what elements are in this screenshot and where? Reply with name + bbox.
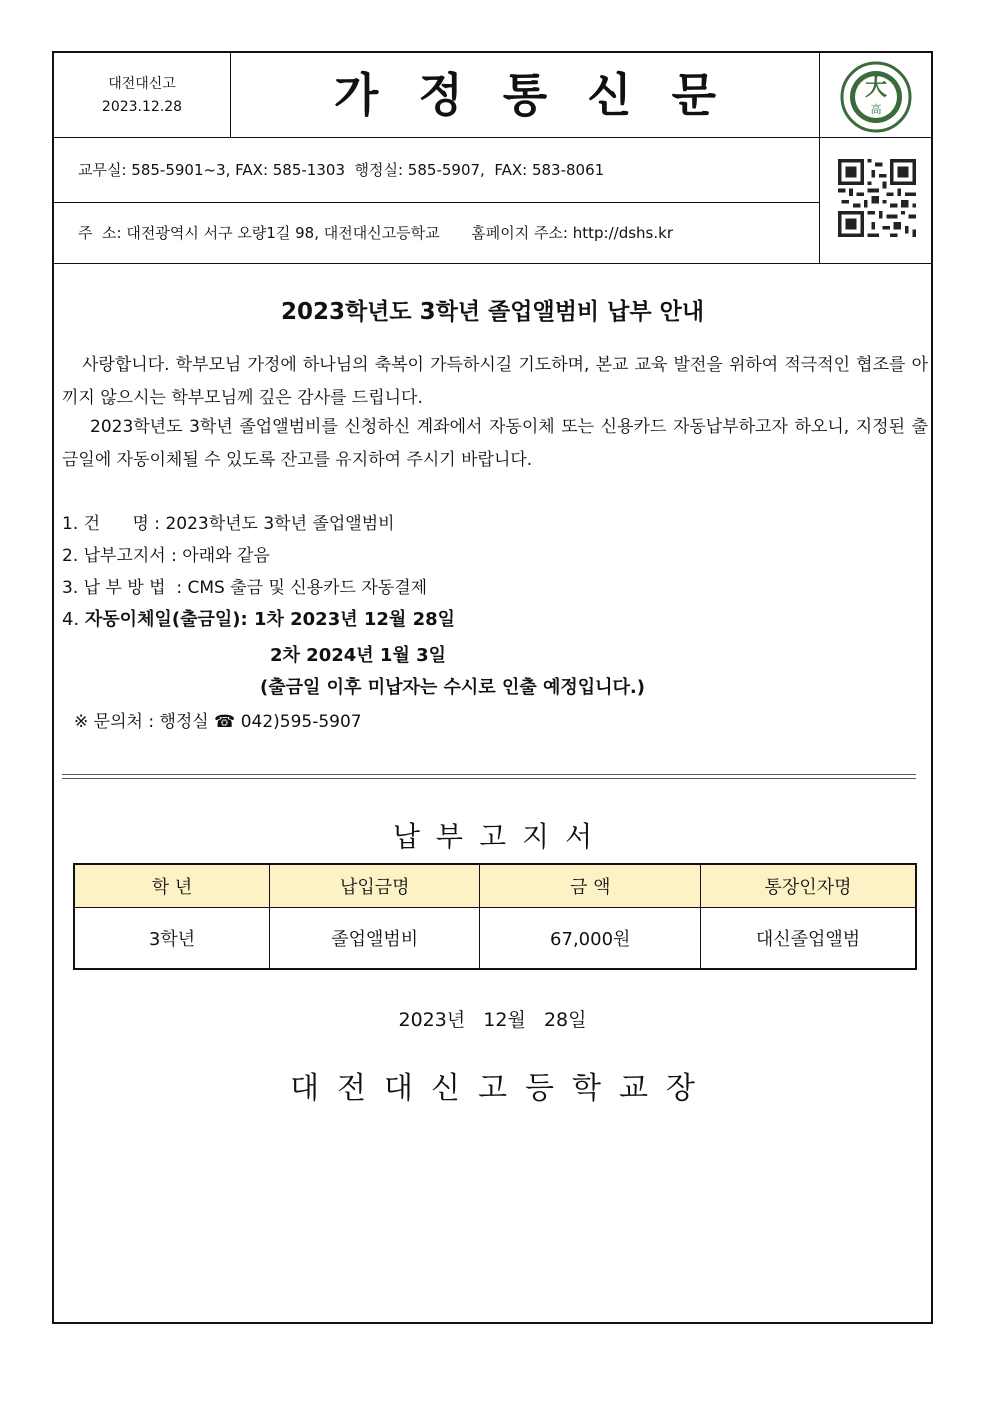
column-header: 학 년 — [74, 864, 270, 908]
auto-debit-second-row — [270, 641, 446, 667]
greeting-paragraph: 사랑합니다. 학부모님 가정에 하나님의 축복이 가득하시길 기도하며, 본교 교육 발전을 위하여 적극적인 협조를 아끼지 않으시는 학부모님께 깊은 감사를 드립니다. — [62, 355, 928, 408]
table-header-row — [74, 864, 916, 908]
address-row — [54, 204, 819, 263]
logo-char: 大 — [864, 76, 888, 101]
auto-debit-first: 1차 2023년 12월 28일 — [253, 609, 456, 630]
payment-table — [73, 863, 917, 970]
school-logo-icon — [840, 61, 912, 133]
item-number: 4. — [62, 609, 85, 630]
address-value: 대전광역시 서구 오량1길 98, 대전대신고등학교 — [126, 224, 440, 242]
table-cell: 대신졸업앨범 — [701, 908, 916, 970]
footer-date: 2023년 12월 28일 — [398, 1009, 587, 1031]
list-item-auto-debit — [62, 605, 455, 631]
header-top-row — [54, 53, 931, 138]
school-info-box — [54, 53, 231, 137]
document-frame — [52, 51, 933, 1324]
item-value: 아래와 같음 — [182, 546, 270, 566]
column-header: 납입금명 — [270, 864, 480, 908]
table-cell: 졸업앨범비 — [270, 908, 480, 970]
item-label: 1. 건 명 : — [62, 514, 166, 534]
contact-info-row — [54, 138, 819, 203]
item-value: 2023학년도 3학년 졸업앨범비 — [165, 514, 395, 534]
inquiry-line: ※ 문의처 : 행정실 ☎ 042)595-5907 — [74, 712, 362, 732]
auto-debit-note-row — [260, 673, 645, 699]
list-item — [62, 509, 395, 534]
logo-qr-box — [819, 53, 932, 263]
list-item — [62, 573, 427, 598]
item-value: CMS 출금 및 신용카드 자동결제 — [187, 578, 428, 598]
instruction-paragraph: 2023학년도 3학년 졸업앨범비를 신청하신 계좌에서 자동이체 또는 신용카드 자동납부하고자 하오니, 지정된 출금일에 자동이체될 수 있도록 잔고를 유지하여 주시기 바랍니다. — [62, 417, 928, 470]
notice-title: 2023학년도 3학년 졸업앨범비 납부 안내 — [280, 299, 705, 325]
address-label: 주 소: — [78, 224, 122, 242]
logo-sub-char: 高 — [870, 103, 882, 116]
section-divider — [62, 774, 916, 779]
item-label: 2. 납부고지서 : — [62, 546, 183, 566]
contact-line: 교무실: 585-5901~3, FAX: 585-1303 행정실: 585-5907, FAX: 583-8061 — [78, 161, 605, 179]
homepage-label: 홈페이지 주소: — [471, 224, 568, 242]
table-cell: 3학년 — [74, 908, 270, 970]
principal-signature: 대전대신고등학교장 — [290, 1071, 713, 1106]
auto-debit-note: (출금일 이후 미납자는 수시로 인출 예정입니다.) — [260, 677, 645, 698]
item-label: 3. 납 부 방 법 : — [62, 578, 188, 598]
header-divider — [54, 263, 931, 264]
bill-title: 납부고지서 — [392, 820, 609, 853]
table-cell: 67,000원 — [480, 908, 701, 970]
column-header: 금 액 — [480, 864, 701, 908]
issue-date: 2023.12.28 — [101, 99, 183, 115]
table-row — [74, 908, 916, 970]
list-item — [62, 541, 270, 566]
homepage-link[interactable]: http://dshs.kr — [572, 224, 673, 242]
auto-debit-label: 자동이체일(출금일): — [84, 609, 254, 630]
auto-debit-second: 2차 2024년 1월 3일 — [270, 645, 447, 666]
school-short-name: 대전대신고 — [108, 76, 176, 92]
column-header: 통장인자명 — [701, 864, 916, 908]
page-title: 가정통신문 — [333, 68, 757, 122]
qr-code-icon[interactable] — [838, 159, 916, 237]
